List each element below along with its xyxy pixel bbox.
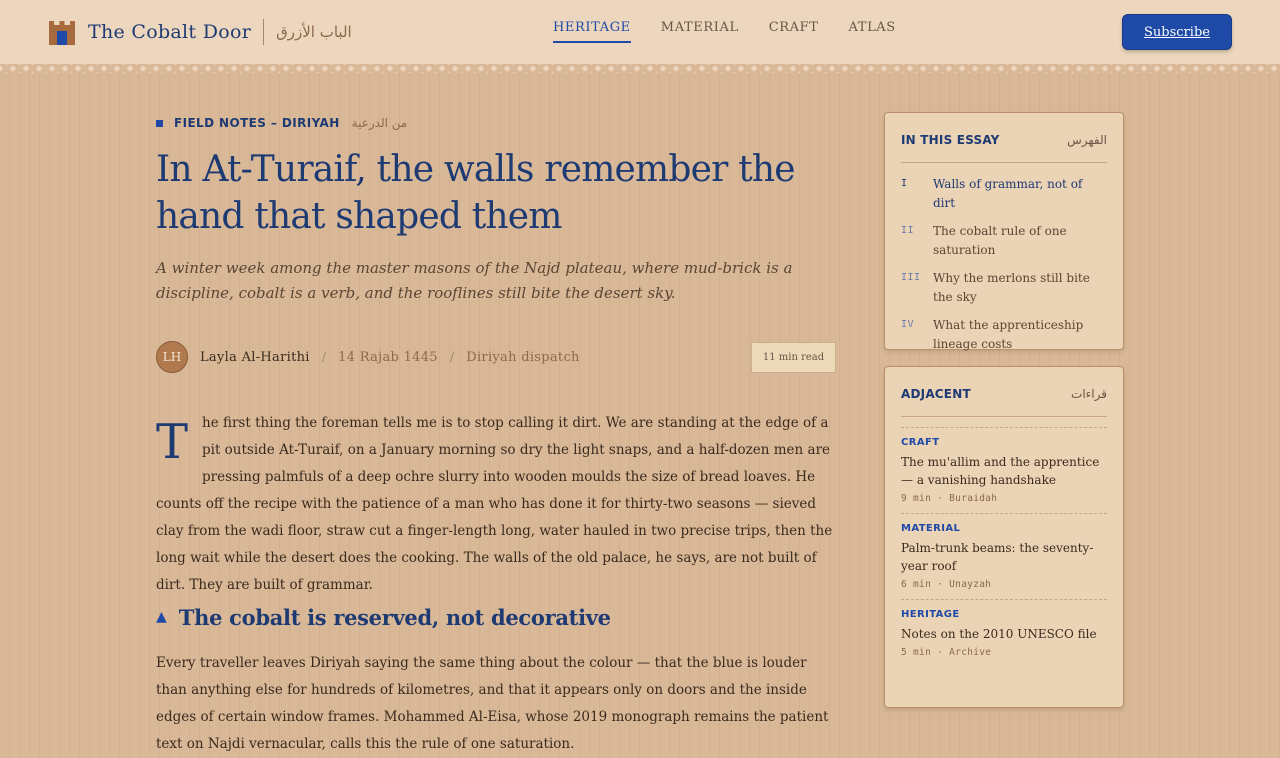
nav-material[interactable]: MATERIAL bbox=[660, 20, 739, 35]
adjacent-title-link[interactable]: Palm-trunk beams: the seventy-year roof bbox=[901, 541, 1094, 573]
toc-list bbox=[901, 175, 1107, 363]
article-date: 14 Rajab 1445 bbox=[338, 349, 438, 365]
adjacent-category: HERITAGE bbox=[901, 609, 960, 620]
kicker-square-icon bbox=[156, 120, 163, 127]
nav-heritage[interactable]: HERITAGE bbox=[553, 20, 631, 43]
main-nav bbox=[553, 20, 926, 43]
toc-title: IN THIS ESSAY bbox=[901, 133, 1000, 147]
toc-number: II bbox=[901, 225, 915, 236]
toc-number: III bbox=[901, 272, 921, 283]
byline-separator: / bbox=[449, 349, 455, 365]
adjacent-meta: 5 min · Archive bbox=[901, 647, 992, 658]
toc-label: What the apprenticeship lineage costs bbox=[933, 318, 1084, 351]
article-subtitle: A winter week among the master masons of the Najd plateau, where mud-brick is a discipline, cobalt is a verb, and the rooflines still bite the desert sky. bbox=[156, 259, 793, 302]
adjacent-item[interactable] bbox=[901, 427, 1107, 513]
toc-number: I bbox=[901, 178, 908, 189]
adjacent-title-link[interactable]: Notes on the 2010 UNESCO file bbox=[901, 627, 1097, 641]
toc-label: Walls of grammar, not of dirt bbox=[933, 177, 1083, 210]
adjacent-item[interactable] bbox=[901, 599, 1107, 667]
article-dispatch: Diriyah dispatch bbox=[466, 349, 580, 365]
site-header bbox=[0, 0, 1280, 64]
toc-card bbox=[884, 112, 1124, 350]
adjacent-category: MATERIAL bbox=[901, 523, 961, 534]
body-paragraph: Every traveller leaves Diriyah saying the same thing about the colour — that the blue is louder than anything else for hundreds of kilometres, and that it appears only on doors and the inside edges of certain window frames. Mohammed Al-Eisa, whose 2019 monograph remains the patient text on Najdi vernacular, calls this the rule of one saturation. bbox=[156, 655, 829, 752]
adjacent-title: ADJACENT bbox=[901, 387, 971, 401]
toc-label: The cobalt rule of one saturation bbox=[933, 224, 1067, 257]
read-time-badge: 11 min read bbox=[751, 342, 836, 373]
article-kicker bbox=[156, 115, 407, 131]
toc-item[interactable] bbox=[901, 222, 1107, 260]
drop-cap: T bbox=[156, 414, 189, 470]
brand-divider bbox=[263, 19, 264, 45]
kicker-arabic: من الدرعية bbox=[351, 116, 408, 130]
toc-item[interactable] bbox=[901, 316, 1107, 354]
adjacent-card bbox=[884, 366, 1124, 708]
brand-arabic: الباب الأزرق bbox=[276, 23, 352, 41]
subscribe-button[interactable]: Subscribe bbox=[1122, 14, 1232, 50]
adjacent-item[interactable] bbox=[901, 513, 1107, 599]
adjacent-title-link[interactable]: The mu'allim and the apprentice — a vanishing handshake bbox=[901, 455, 1100, 487]
toc-item[interactable] bbox=[901, 175, 1107, 213]
adjacent-header bbox=[901, 387, 1107, 417]
toc-item[interactable] bbox=[901, 269, 1107, 307]
byline-separator: / bbox=[321, 349, 327, 365]
author-name[interactable]: Layla Al-Harithi bbox=[200, 349, 310, 365]
brand[interactable] bbox=[48, 18, 352, 46]
adjacent-meta: 9 min · Buraidah bbox=[901, 493, 998, 504]
toc-title-arabic: الفهرس bbox=[1067, 133, 1107, 147]
article-title: In At-Turaif, the walls remember the hand that shaped them bbox=[156, 149, 795, 237]
toc-header bbox=[901, 133, 1107, 163]
body-paragraph bbox=[156, 410, 836, 599]
brand-name: The Cobalt Door bbox=[88, 21, 252, 43]
header-fringe bbox=[0, 64, 1280, 73]
paragraph-text: he first thing the foreman tells me is to stop calling it dirt. We are standing at the edge of a pit outside At-Turaif, on a January morning so dry the light snaps, and a half-dozen men are pressing palmfuls of a deep ochre slurry into wooden moulds the size of bread loaves. He counts off the recipe with the patience of a man who has done it for thirty-two seasons — sieved clay from the wadi floor, straw cut a finger-length long, water hauled in two precise trips, then the long wait while the desert does the cooking. The walls of the old palace, he says, are not built of dirt. They are built of grammar. bbox=[156, 415, 833, 593]
byline bbox=[156, 341, 836, 373]
triangle-marker-icon: ▲ bbox=[156, 609, 167, 625]
kicker-label[interactable]: FIELD NOTES – DIRIYAH bbox=[174, 116, 340, 130]
adjacent-list bbox=[901, 427, 1107, 667]
section-title: The cobalt is reserved, not decorative bbox=[178, 604, 611, 630]
author-avatar[interactable]: LH bbox=[156, 341, 188, 373]
adjacent-title-arabic: قراءات bbox=[1071, 387, 1107, 401]
toc-number: IV bbox=[901, 319, 915, 330]
nav-craft[interactable]: CRAFT bbox=[768, 20, 819, 35]
toc-label: Why the merlons still bite the sky bbox=[933, 271, 1090, 304]
adjacent-meta: 6 min · Unayzah bbox=[901, 579, 992, 590]
section-heading bbox=[156, 602, 611, 632]
fortress-door-icon bbox=[48, 19, 76, 45]
adjacent-category: CRAFT bbox=[901, 437, 940, 448]
nav-atlas[interactable]: ATLAS bbox=[848, 20, 896, 35]
